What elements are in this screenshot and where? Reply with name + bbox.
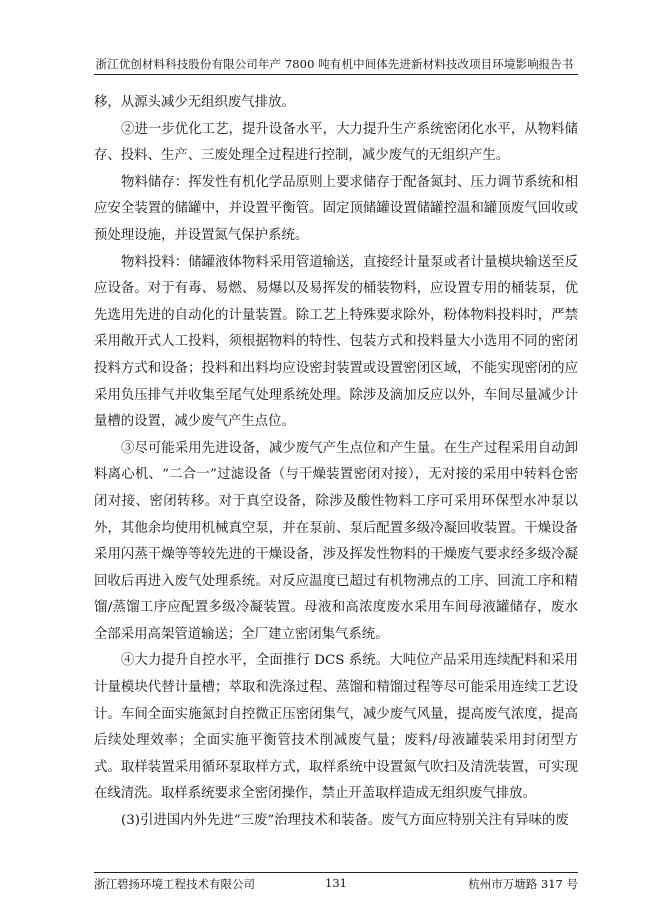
page-header-title: 浙江优创材料科技股份有限公司年产 7800 吨有机中间体先进新材料技改项目环境影响报告书 bbox=[95, 57, 574, 71]
paragraph-material-feeding: 物料投料：储罐液体物料采用管道输送，直接经计量泵或者计量模块输送至反应设备。对于有毒、易燃、易爆以及易挥发的桶装物料，应设置专用的桶装泵，优先选用先进的自动化的计量装置。除工艺上特殊要求除外，粉体物料投料时，严禁采用敞开式人工投料，须根据物料的特性、包装方式和投料量大小选用不同的密闭投料方式和设备；投料和出料均应设密封装置或设置密闭区域，不能实现密闭的应采用负压排气并收集至尾气处理系统处理。除涉及滴加反应以外，车间尽量减少计量槽的设置，减少废气产生点位。 bbox=[94, 254, 578, 430]
footer-company: 浙江碧扬环境工程技术有限公司 bbox=[94, 877, 255, 891]
page-footer bbox=[94, 876, 578, 892]
paragraph-material-storage: 物料储存：挥发性有机化学品原则上要求储存于配备氮封、压力调节系统和相应安全装置的储罐中，并设置平衡管。固定顶储罐设置储罐控温和罐顶废气回收或预处理设施，并设置氮气保护系统。 bbox=[94, 174, 578, 243]
header-divider bbox=[94, 74, 578, 75]
footer-divider bbox=[94, 872, 578, 873]
paragraph-advanced-equipment: ③尽可能采用先进设备，减少废气产生点位和产生量。在生产过程采用自动卸料离心机、“二合一”过滤设备（与干燥装置密闭对接），无对接的采用中转料仓密闭对接、密闭转移。对于真空设备，除涉及酸性物料工序可采用环保型水冲泵以外，其他余均使用机械真空泵，并在泵前、泵后配置多级冷凝回收装置。干燥设备采用闪蒸干燥等等较先进的干燥设备，涉及挥发性物料的干燥废气要求经多级冷凝回收后再进入废气处理系统。对反应温度已超过有机物沸点的工序、回流工序和精馏/蒸馏工序应配置多级冷凝装置。母液和高浓度废水采用车间母液罐储存，废水全部采用高架管道输送；全厂建立密闭集气系统。 bbox=[94, 440, 578, 642]
document-body bbox=[94, 90, 578, 835]
paragraph-process-optimization: ②进一步优化工艺，提升设备水平，大力提升生产系统密闭化水平，从物料储存、投料、生产、三废处理全过程进行控制，减少废气的无组织产生。 bbox=[94, 121, 578, 164]
footer-address: 杭州市万塘路 317 号 bbox=[468, 877, 578, 891]
paragraph-automation-control: ④大力提升自控水平，全面推行 DCS 系统。大吨位产品采用连续配料和采用计量模块代替计量槽；萃取和洗涤过程、蒸馏和精馏过程等尽可能采用连续工艺设计。车间全面实施氮封自控微正压密闭集气，减少废气风量，提高废气浓度，提高后续处理效率；全面实施平衡管技术削减废气量；废料/母液罐装采用封闭型方式。取样装置采用循环泵取样方式，取样系统中设置氮气吹扫及清洗装置，可实现在线清洗。取样系统要求全密闭操作，禁止开盖取样造成无组织废气排放。 bbox=[94, 653, 578, 802]
paragraph-continuation: 移，从源头减少无组织废气排放。 bbox=[94, 95, 295, 110]
paragraph-waste-treatment: (3)引进国内外先进“三废”治理技术和装备。废气方面应特别关注有异味的废 bbox=[121, 813, 569, 829]
page-number: 131 bbox=[325, 876, 347, 890]
